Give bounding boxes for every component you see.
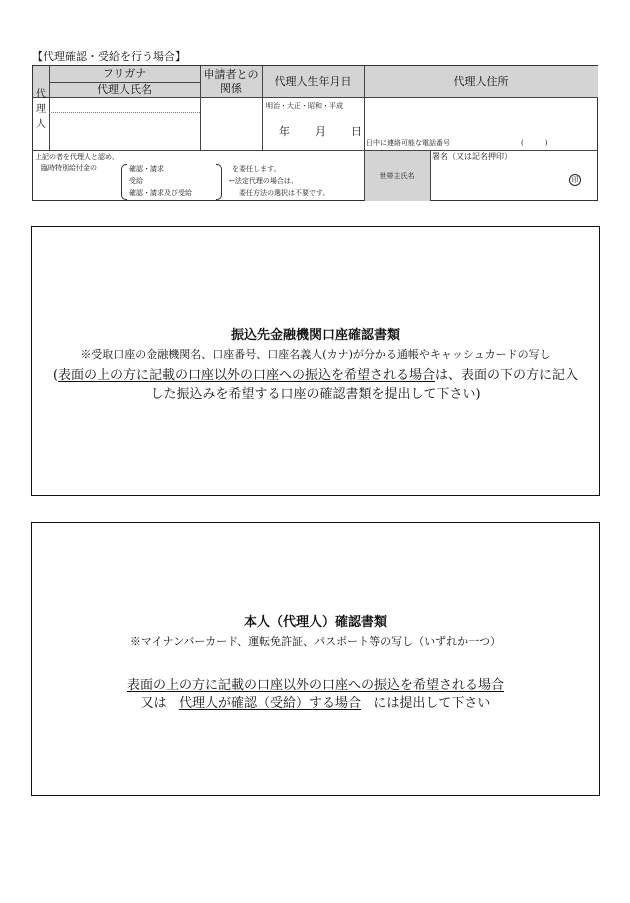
option-receive: 受給 bbox=[129, 177, 143, 185]
year-label: 年 bbox=[279, 125, 290, 138]
legal-note-1: ←法定代理の場合は、 bbox=[229, 177, 298, 185]
side-label-char: 代 bbox=[36, 89, 46, 100]
option-confirm-request: 確認・請求 bbox=[129, 165, 164, 173]
agent-form-table bbox=[32, 65, 598, 201]
section-title: 【代理確認・受給を行う場合】 bbox=[32, 50, 186, 63]
box2-note: ※マイナンバーカード、運転免許証、パスポート等の写し（いずれか一つ） bbox=[129, 635, 502, 648]
householder-label: 世帯主氏名 bbox=[379, 172, 415, 180]
box2-line2 bbox=[32, 694, 599, 713]
address-header: 代理人住所 bbox=[453, 75, 509, 88]
side-label-char: 理 bbox=[36, 104, 46, 115]
box1-underlined: 表面の上の方に記載の口座以外の口座への振込を希望される場合 bbox=[58, 368, 436, 383]
agent-name-label: 代理人氏名 bbox=[97, 83, 152, 96]
delegation-text-1: 上記の者を代理人と認め、 bbox=[35, 153, 119, 161]
delegation-text-2: 臨時特別給付金の bbox=[41, 164, 97, 172]
day-label: 日 bbox=[351, 125, 362, 138]
relation-label: 関係 bbox=[220, 82, 242, 95]
relation-label: 申請者との bbox=[203, 68, 259, 81]
option-confirm-request-receive: 確認・請求及び受給 bbox=[129, 189, 192, 197]
box1-paren-open: ( bbox=[52, 368, 59, 383]
era-options: 明治・大正・昭和・平成 bbox=[266, 102, 343, 110]
box2-prefix: 又は bbox=[140, 696, 167, 711]
box2-suffix: には提出して下さい bbox=[373, 696, 491, 711]
signature-label: 署名（又は記名押印） bbox=[432, 152, 512, 161]
grid-line bbox=[33, 97, 598, 98]
month-label: 月 bbox=[315, 125, 326, 138]
box1-note: ※受取口座の金融機関名、口座番号、口座名義人(カナ)が分かる通帳やキャッシュカードの写し bbox=[80, 348, 551, 361]
furigana-label: フリガナ bbox=[102, 67, 147, 80]
box1-rest: は、表面の下の方に記入 bbox=[435, 368, 579, 383]
left-brace bbox=[121, 164, 127, 200]
box2-underlined-1: 表面の上の方に記載の口座以外の口座への振込を希望される場合 bbox=[126, 678, 504, 693]
bank-account-document-box bbox=[31, 226, 600, 496]
legal-note-2: 委任方法の選択は不要です。 bbox=[239, 189, 330, 197]
identity-document-box bbox=[31, 522, 600, 796]
entrust-text: を委任します。 bbox=[232, 165, 281, 173]
daytime-phone-label: 日中に連絡可能な電話番号 bbox=[366, 139, 450, 147]
seal-icon: 印 bbox=[569, 174, 581, 186]
box2-underlined-2: 代理人が確認（受給）する場合 bbox=[178, 696, 361, 711]
birthdate-header: 代理人生年月日 bbox=[274, 75, 352, 88]
box2-heading: 本人（代理人）確認書類 bbox=[243, 615, 387, 630]
grid-line bbox=[430, 150, 431, 201]
furigana-separator bbox=[49, 112, 200, 113]
box1-heading: 振込先金融機関口座確認書類 bbox=[230, 328, 400, 343]
box2-line1 bbox=[32, 676, 599, 695]
box1-instruction-line1 bbox=[32, 366, 599, 385]
box1-instruction-line2: した振込みを希望する口座の確認書類を提出して下さい) bbox=[150, 387, 481, 402]
right-brace bbox=[216, 164, 222, 200]
phone-parens: ( ) bbox=[521, 139, 548, 147]
grid-line bbox=[33, 150, 598, 151]
side-label-char: 人 bbox=[36, 119, 46, 130]
